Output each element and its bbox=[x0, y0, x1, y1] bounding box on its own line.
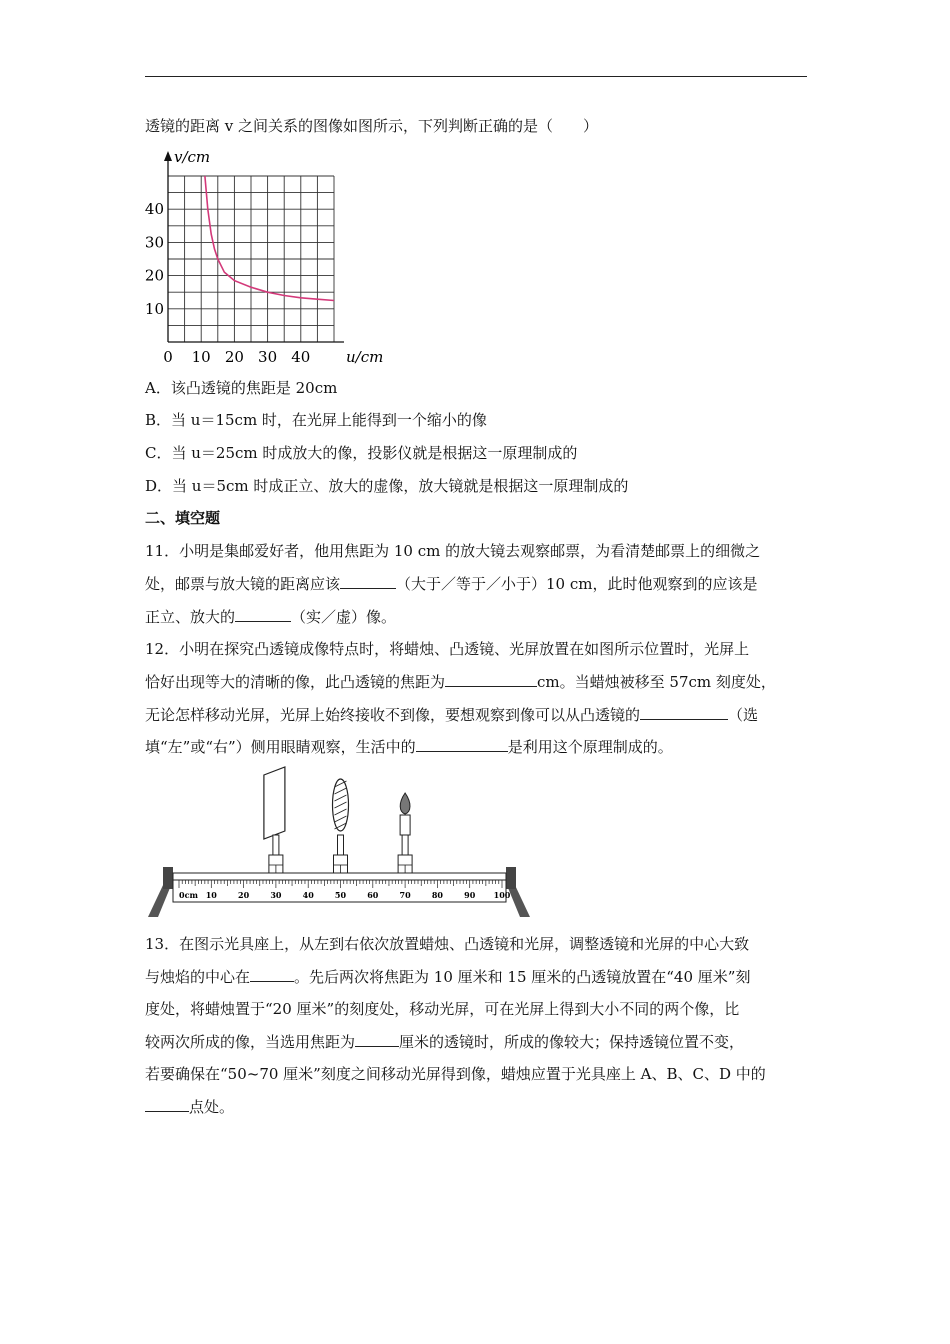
scale-label: 100 bbox=[493, 890, 511, 900]
x-tick-label: 30 bbox=[258, 348, 278, 366]
x-tick-label: 40 bbox=[291, 348, 311, 366]
q12-line3 bbox=[145, 704, 758, 725]
q12-line2 bbox=[145, 671, 776, 692]
y-tick-label: 20 bbox=[144, 266, 164, 285]
x-axis-label: u/cm bbox=[346, 348, 384, 366]
option-b: B．当 u＝15cm 时，在光屏上能得到一个缩小的像 bbox=[145, 411, 487, 429]
q12-line1: 12．小明在探究凸透镜成像特点时，将蜡烛、凸透镜、光屏放置在如图所示位置时，光屏上 bbox=[145, 640, 750, 658]
q13-line6 bbox=[145, 1096, 234, 1117]
scale-label: 60 bbox=[367, 890, 379, 900]
q13-line1: 13．在图示光具座上，从左到右依次放置蜡烛、凸透镜和光屏，调整透镜和光屏的中心大致 bbox=[145, 935, 750, 953]
q11-text: 处，邮票与放大镜的距离应该 bbox=[145, 575, 341, 593]
bench-left-post bbox=[163, 867, 173, 889]
scale-label: 20 bbox=[238, 890, 250, 900]
header-rule bbox=[145, 76, 807, 77]
option-c: C．当 u＝25cm 时成放大的像，投影仪就是根据这一原理制成的 bbox=[145, 444, 578, 462]
bench-rail-top bbox=[173, 873, 506, 880]
answer-blank[interactable] bbox=[235, 606, 291, 622]
answer-blank[interactable] bbox=[340, 573, 396, 589]
lens-post bbox=[338, 835, 344, 857]
y-axis-arrow bbox=[164, 151, 172, 161]
convex-lens bbox=[333, 779, 349, 873]
scale-label: 80 bbox=[431, 890, 443, 900]
section-title: 二、填空题 bbox=[145, 509, 221, 527]
screen-post bbox=[273, 835, 279, 857]
scale-label: 50 bbox=[334, 890, 347, 900]
q12-text: cm。当蜡烛被移至 57cm 刻度处， bbox=[537, 673, 776, 691]
optical-bench-figure bbox=[140, 765, 540, 920]
light-screen bbox=[264, 767, 285, 873]
q12-text: 恰好出现等大的清晰的像，此凸透镜的焦距为 bbox=[145, 673, 446, 691]
q11-text: （实／虚）像。 bbox=[291, 608, 397, 626]
q13-text: 。先后两次将焦距为 10 厘米和 15 厘米的凸透镜放置在“40 厘米”刻 bbox=[294, 968, 751, 986]
answer-blank[interactable] bbox=[145, 1096, 189, 1112]
q13-line2 bbox=[145, 966, 750, 987]
y-tick-label: 40 bbox=[144, 200, 164, 219]
q11-line2 bbox=[145, 573, 758, 594]
q12-text: 填“左”或“右”）侧用眼睛观察，生活中的 bbox=[145, 738, 416, 756]
scale-label: 0cm bbox=[179, 890, 198, 900]
scale-label: 10 bbox=[205, 890, 217, 900]
q12-text: （选 bbox=[728, 706, 759, 724]
scale-label: 70 bbox=[399, 890, 411, 900]
scale-label: 40 bbox=[302, 890, 314, 900]
q11-text: （大于／等于／小于）10 cm，此时他观察到的应该是 bbox=[396, 575, 758, 593]
answer-blank[interactable] bbox=[640, 704, 728, 720]
q13-text: 较两次所成的像，当选用焦距为 bbox=[145, 1033, 356, 1051]
v-u-curve bbox=[205, 176, 334, 301]
q13-line5: 若要确保在“50~70 厘米”刻度之间移动光屏得到像，蜡烛应置于光具座上 A、B、C、D 中的 bbox=[145, 1065, 766, 1083]
q13-text: 厘米的透镜时，所成的像较大；保持透镜位置不变， bbox=[399, 1033, 745, 1051]
y-tick-label: 30 bbox=[144, 233, 164, 252]
candle-body bbox=[400, 815, 410, 835]
screen-panel bbox=[264, 767, 285, 839]
q12-line4 bbox=[145, 736, 673, 757]
q12-text: 是利用这个原理制成的。 bbox=[507, 738, 673, 756]
candle bbox=[398, 793, 412, 873]
q11-line1: 11．小明是集邮爱好者，他用焦距为 10 cm 的放大镜去观察邮票，为看清楚邮票上的细微之 bbox=[145, 542, 761, 560]
q13-line4 bbox=[145, 1031, 744, 1052]
graph-ticks bbox=[145, 200, 310, 366]
q12-text: 无论怎样移动光屏，光屏上始终接收不到像，要想观察到像可以从凸透镜的 bbox=[145, 706, 641, 724]
q11-text: 正立、放大的 bbox=[145, 608, 236, 626]
answer-blank[interactable] bbox=[355, 1031, 399, 1047]
scale-label: 90 bbox=[464, 890, 476, 900]
answer-blank[interactable] bbox=[250, 966, 294, 982]
option-d: D．当 u＝5cm 时成正立、放大的虚像，放大镜就是根据这一原理制成的 bbox=[145, 477, 629, 495]
candle-post bbox=[402, 835, 408, 857]
q13-line3: 度处，将蜡烛置于“20 厘米”的刻度处，移动光屏，可在光屏上得到大小不同的两个像，比 bbox=[145, 1000, 740, 1018]
x-tick-label: 20 bbox=[224, 348, 244, 366]
bench-right-post bbox=[506, 867, 516, 889]
y-tick-label: 10 bbox=[144, 299, 164, 318]
answer-blank[interactable] bbox=[416, 736, 508, 752]
v-u-graph bbox=[140, 145, 400, 370]
y-axis-label: v/cm bbox=[174, 148, 211, 166]
scale-label: 30 bbox=[270, 890, 282, 900]
q11-line3 bbox=[145, 606, 396, 627]
x-tick-label: 0 bbox=[163, 348, 173, 366]
q13-text: 点处。 bbox=[189, 1098, 235, 1116]
candle-flame bbox=[400, 793, 410, 814]
question-intro: 透镜的距离 v 之间关系的图像如图所示，下列判断正确的是（ ） bbox=[145, 117, 599, 135]
answer-blank[interactable] bbox=[445, 671, 537, 687]
graph-grid bbox=[168, 176, 334, 342]
q13-text: 与烛焰的中心在 bbox=[145, 968, 251, 986]
option-a: A．该凸透镜的焦距是 20cm bbox=[145, 379, 338, 397]
x-tick-label: 10 bbox=[191, 348, 211, 366]
